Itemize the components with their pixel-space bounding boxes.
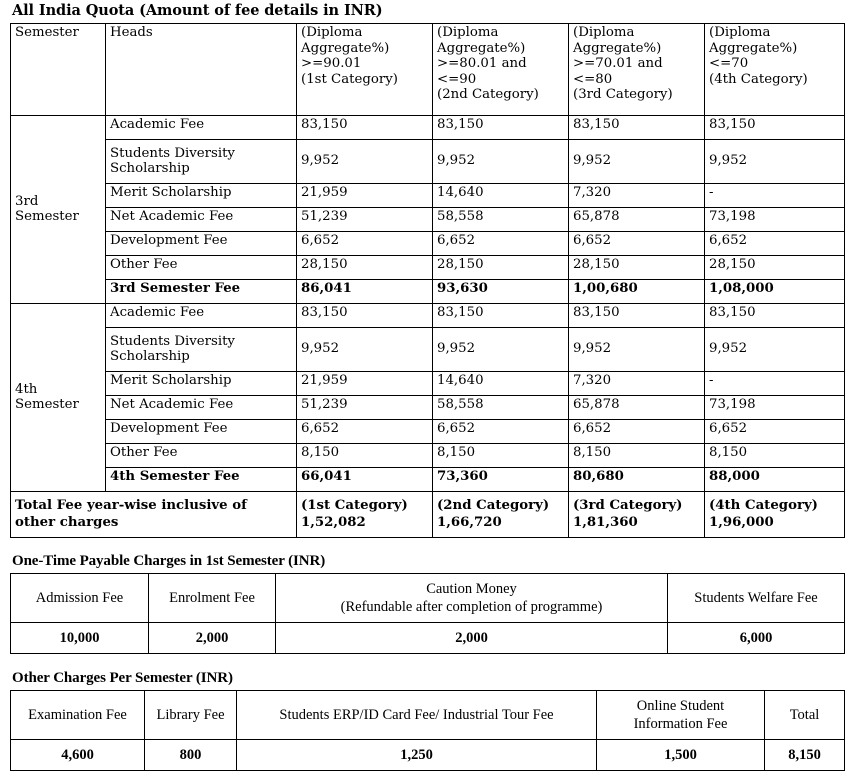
value-cell: 28,150 (433, 256, 569, 280)
table-row (11, 116, 845, 140)
online-student-info-line-1: Online Student (636, 698, 725, 714)
column-header-total: Total (765, 691, 845, 740)
quota-table-title: All India Quota (Amount of fee details in INR) (12, 2, 383, 19)
table-row (11, 256, 845, 280)
head-cell (106, 140, 297, 184)
head-cell: Academic Fee (106, 116, 297, 140)
subtotal-value: 73,360 (433, 468, 569, 492)
value-examination-fee: 4,600 (11, 740, 145, 771)
semester-4th-line-1: 4th (15, 381, 38, 397)
value-cell: - (705, 372, 845, 396)
table-row (11, 232, 845, 256)
other-charges-table (10, 690, 845, 771)
value-cell: 6,652 (297, 420, 433, 444)
category-3-line-4: (3rd Category) (573, 87, 673, 102)
value-cell: 83,150 (705, 304, 845, 328)
subtotal-label-3rd: 3rd Semester Fee (106, 280, 297, 304)
subtotal-value: 1,00,680 (569, 280, 705, 304)
column-header-students-welfare-fee: Students Welfare Fee (668, 574, 845, 623)
table-row (11, 140, 845, 184)
value-cell: 9,952 (433, 328, 569, 372)
semester-4th-line-2: Semester (15, 397, 79, 412)
column-header-admission-fee: Admission Fee (11, 574, 149, 623)
table-row-subtotal (11, 468, 845, 492)
column-header-examination-fee: Examination Fee (11, 691, 145, 740)
category-3-line-3: >=70.01 and <=80 (573, 56, 663, 87)
spacer (10, 654, 846, 669)
table-row (11, 328, 845, 372)
category-1-line-2: Aggregate%) (301, 40, 390, 56)
value-cell: 58,558 (433, 208, 569, 232)
head-cell: Merit Scholarship (106, 184, 297, 208)
grand-total-amount: 1,66,720 (437, 515, 502, 530)
value-cell: 9,952 (569, 140, 705, 184)
column-header-category-1 (297, 24, 433, 116)
head-cell: Development Fee (106, 232, 297, 256)
value-cell: 6,652 (569, 232, 705, 256)
value-cell: 83,150 (569, 304, 705, 328)
value-cell: 8,150 (433, 444, 569, 468)
subtotal-value: 93,630 (433, 280, 569, 304)
value-cell: 9,952 (705, 140, 845, 184)
all-india-quota-table (10, 23, 845, 538)
head-cell (106, 328, 297, 372)
category-1-line-1: (Diploma (301, 25, 363, 40)
head-line-2: Scholarship (110, 349, 190, 364)
table-row (11, 184, 845, 208)
table-header-row (11, 24, 845, 116)
value-cell: 9,952 (569, 328, 705, 372)
value-cell: 6,652 (433, 420, 569, 444)
grand-total-cell-category-3 (569, 492, 705, 538)
value-cell: 28,150 (297, 256, 433, 280)
table-row (11, 444, 845, 468)
head-cell: Academic Fee (106, 304, 297, 328)
head-cell: Other Fee (106, 444, 297, 468)
table-header-row (11, 691, 845, 740)
value-cell: 6,652 (705, 420, 845, 444)
one-time-charges-table (10, 573, 845, 654)
value-cell: 9,952 (297, 140, 433, 184)
value-total: 8,150 (765, 740, 845, 771)
column-header-semester: Semester (11, 24, 106, 116)
table-row-values (11, 623, 845, 654)
table-header-row (11, 574, 845, 623)
value-cell: 83,150 (433, 116, 569, 140)
value-cell: 14,640 (433, 372, 569, 396)
table-row (11, 372, 845, 396)
value-cell: 8,150 (297, 444, 433, 468)
grand-total-label-line-1: Total Fee year-wise inclusive of (15, 498, 247, 513)
category-2-line-4: (2nd Category) (437, 87, 539, 102)
value-cell: 6,652 (569, 420, 705, 444)
category-4-line-2: Aggregate%) (709, 40, 798, 56)
head-cell: Development Fee (106, 420, 297, 444)
value-cell: 9,952 (297, 328, 433, 372)
subtotal-label-4th: 4th Semester Fee (106, 468, 297, 492)
category-3-line-1: (Diploma (573, 25, 635, 40)
semester-label-4th (11, 304, 106, 492)
value-cell: 6,652 (297, 232, 433, 256)
caution-money-line-2: (Refundable after completion of programme) (340, 599, 603, 615)
head-line-1: Students Diversity (110, 333, 235, 349)
subtotal-value: 1,08,000 (705, 280, 845, 304)
value-cell: 28,150 (705, 256, 845, 280)
grand-total-amount: 1,96,000 (709, 515, 774, 530)
grand-total-label-line-2: other charges (15, 515, 119, 530)
value-cell: 73,198 (705, 396, 845, 420)
onetime-table-title: One-Time Payable Charges in 1st Semester (INR) (12, 553, 326, 569)
category-2-line-3: >=80.01 and <=90 (437, 56, 527, 87)
grand-total-category: (1st Category) (301, 498, 408, 513)
grand-total-label (11, 492, 297, 538)
grand-total-amount: 1,52,082 (301, 515, 366, 530)
value-cell: 73,198 (705, 208, 845, 232)
subtotal-value: 86,041 (297, 280, 433, 304)
grand-total-category: (4th Category) (709, 498, 818, 513)
value-students-welfare-fee: 6,000 (668, 623, 845, 654)
value-cell: 9,952 (705, 328, 845, 372)
category-2-line-2: Aggregate%) (437, 40, 526, 56)
other-charges-table-title: Other Charges Per Semester (INR) (12, 670, 233, 686)
column-header-caution-money (276, 574, 668, 623)
grand-total-category: (3rd Category) (573, 498, 683, 513)
value-cell: - (705, 184, 845, 208)
value-cell: 83,150 (705, 116, 845, 140)
column-header-enrolment-fee: Enrolment Fee (149, 574, 276, 623)
head-line-1: Students Diversity (110, 145, 235, 161)
table-row (11, 396, 845, 420)
value-cell: 14,640 (433, 184, 569, 208)
value-library-fee: 800 (145, 740, 237, 771)
head-cell: Other Fee (106, 256, 297, 280)
value-enrolment-fee: 2,000 (149, 623, 276, 654)
value-cell: 7,320 (569, 184, 705, 208)
subtotal-value: 66,041 (297, 468, 433, 492)
value-caution-money: 2,000 (276, 623, 668, 654)
value-cell: 58,558 (433, 396, 569, 420)
grand-total-cell-category-1 (297, 492, 433, 538)
table-row (11, 304, 845, 328)
value-cell: 51,239 (297, 208, 433, 232)
value-cell: 65,878 (569, 396, 705, 420)
column-header-category-4 (705, 24, 845, 116)
table-row (11, 420, 845, 444)
head-cell: Merit Scholarship (106, 372, 297, 396)
value-cell: 6,652 (433, 232, 569, 256)
value-cell: 6,652 (705, 232, 845, 256)
table-row-subtotal (11, 280, 845, 304)
value-cell: 7,320 (569, 372, 705, 396)
category-1-line-3: >=90.01 (301, 56, 362, 71)
value-cell: 65,878 (569, 208, 705, 232)
value-cell: 83,150 (433, 304, 569, 328)
value-admission-fee: 10,000 (11, 623, 149, 654)
table-row (11, 208, 845, 232)
caution-money-line-1: Caution Money (426, 581, 517, 597)
value-online-student-information-fee: 1,500 (597, 740, 765, 771)
column-header-library-fee: Library Fee (145, 691, 237, 740)
subtotal-value: 88,000 (705, 468, 845, 492)
column-header-category-2 (433, 24, 569, 116)
grand-total-category: (2nd Category) (437, 498, 550, 513)
value-cell: 83,150 (569, 116, 705, 140)
value-cell: 21,959 (297, 184, 433, 208)
category-4-line-3: <=70 (709, 56, 749, 71)
value-cell: 8,150 (705, 444, 845, 468)
value-cell: 83,150 (297, 116, 433, 140)
column-header-online-student-information-fee (597, 691, 765, 740)
table-row-grand-total (11, 492, 845, 538)
value-cell: 51,239 (297, 396, 433, 420)
grand-total-amount: 1,81,360 (573, 515, 638, 530)
value-cell: 28,150 (569, 256, 705, 280)
category-4-line-1: (Diploma (709, 25, 771, 40)
grand-total-cell-category-4 (705, 492, 845, 538)
value-cell: 83,150 (297, 304, 433, 328)
grand-total-cell-category-2 (433, 492, 569, 538)
online-student-info-line-2: Information Fee (633, 716, 728, 732)
category-3-line-2: Aggregate%) (573, 40, 662, 56)
semester-label-3rd (11, 116, 106, 304)
value-erp-id-industrial-tour-fee: 1,250 (237, 740, 597, 771)
table-row-values (11, 740, 845, 771)
head-line-2: Scholarship (110, 161, 190, 176)
column-header-erp-id-industrial-tour-fee: Students ERP/ID Card Fee/ Industrial Tour Fee (237, 691, 597, 740)
value-cell: 9,952 (433, 140, 569, 184)
column-header-category-3 (569, 24, 705, 116)
value-cell: 8,150 (569, 444, 705, 468)
head-cell: Net Academic Fee (106, 396, 297, 420)
semester-3rd-line-1: 3rd (15, 193, 39, 209)
spacer (10, 538, 846, 552)
category-4-line-4: (4th Category) (709, 71, 808, 87)
category-1-line-4: (1st Category) (301, 71, 398, 87)
semester-3rd-line-2: Semester (15, 209, 79, 224)
value-cell: 21,959 (297, 372, 433, 396)
category-2-line-1: (Diploma (437, 25, 499, 40)
subtotal-value: 80,680 (569, 468, 705, 492)
column-header-heads: Heads (106, 24, 297, 116)
head-cell: Net Academic Fee (106, 208, 297, 232)
